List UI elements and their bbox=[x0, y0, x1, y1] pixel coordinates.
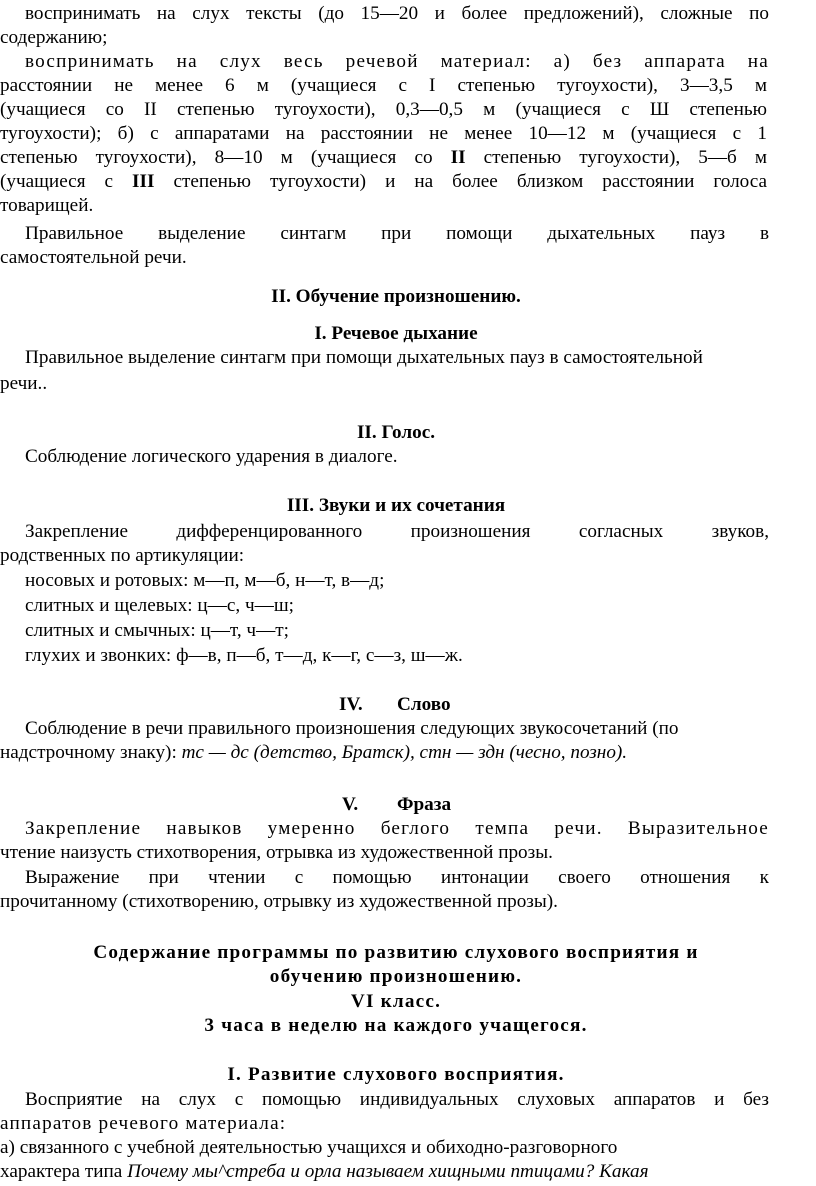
paragraph-line bbox=[0, 741, 816, 765]
paragraph-line: Соблюдение в речи правильного произношения следующих звукосочетаний (по bbox=[25, 718, 679, 739]
paragraph-line: (учащиеся со II степенью тугоухости), 0,3—0,5 м (учащиеся с Ш степенью bbox=[0, 99, 767, 120]
paragraph-line: речи.. bbox=[0, 373, 48, 394]
text-run: степенью тугоухости) и на более близком расстоянии голоса bbox=[173, 171, 768, 192]
paragraph-line: содержанию; bbox=[0, 27, 108, 48]
roman-numeral: II bbox=[450, 147, 466, 168]
roman-numeral: III bbox=[132, 171, 155, 192]
paragraph-line: Закрепление дифференцированного произношения согласных звуков, bbox=[25, 521, 769, 542]
paragraph-line: аппаратов речевого материала: bbox=[0, 1113, 287, 1134]
paragraph-line: Правильное выделение синтагм при помощи дыхательных пауз в bbox=[25, 223, 769, 244]
section-heading: Слово bbox=[397, 694, 451, 715]
paragraph-line: родственных по артикуляции: bbox=[0, 545, 245, 566]
section-number: IV. bbox=[339, 694, 363, 715]
paragraph-line: прочитанному (стихотворению, отрывку из художественной прозы). bbox=[0, 891, 558, 912]
paragraph-line: Закрепление навыков умеренно беглого темпа речи. Выразительное bbox=[25, 818, 769, 839]
section-heading: I. Речевое дыхание bbox=[314, 323, 478, 344]
text-run: степенью тугоухости), 8—10 м (учащиеся со bbox=[0, 147, 433, 168]
paragraph-line: воспринимать на слух тексты (до 15—20 и более предложений), сложные по bbox=[25, 3, 769, 24]
paragraph-line: Соблюдение логического ударения в диалоге. bbox=[25, 446, 398, 467]
text-run: степенью тугоухости), 5—б м bbox=[483, 147, 767, 168]
list-item: носовых и ротовых: м—п, м—б, н—т, в—д; bbox=[25, 570, 385, 591]
list-item: слитных и щелевых: ц—с, ч—ш; bbox=[25, 595, 294, 616]
program-title: обучению произношению. bbox=[269, 966, 523, 987]
class-label: VI класс. bbox=[350, 991, 442, 1012]
paragraph-line bbox=[0, 170, 767, 194]
section-heading: III. Звуки и их сочетания bbox=[286, 495, 506, 516]
section-heading: I. Развитие слухового восприятия. bbox=[227, 1064, 565, 1085]
paragraph-line: самостоятельной речи. bbox=[0, 247, 187, 268]
paragraph-line: товарищей. bbox=[0, 195, 94, 216]
paragraph-line: чтение наизусть стихотворения, отрывка из художественной прозы. bbox=[0, 842, 553, 863]
text-run: надстрочному знаку): bbox=[0, 742, 177, 763]
italic-text: тс — дс (детство, Братск), стн — здн (чесно, позно). bbox=[181, 742, 628, 763]
paragraph-line bbox=[0, 1160, 816, 1184]
paragraph-line: воспринимать на слух весь речевой материал: а) без аппарата на bbox=[25, 51, 769, 72]
program-title: Содержание программы по развитию слухового восприятия и bbox=[93, 942, 699, 963]
section-number: V. bbox=[342, 794, 359, 815]
section-heading: Фраза bbox=[397, 794, 452, 815]
italic-text: Почему мы^стреба и орла называем хищными птицами? Какая bbox=[127, 1161, 649, 1182]
paragraph-line: Восприятие на слух с помощью индивидуальных слуховых аппаратов и без bbox=[25, 1089, 769, 1110]
list-item: глухих и звонких: ф—в, п—б, т—д, к—г, с—з, ш—ж. bbox=[25, 645, 463, 666]
list-item: слитных и смычных: ц—т, ч—т; bbox=[25, 620, 289, 641]
paragraph-line: Выражение при чтении с помощью интонации своего отношения к bbox=[25, 867, 769, 888]
paragraph-line: расстоянии не менее 6 м (учащиеся с I степенью тугоухости), 3—3,5 м bbox=[0, 75, 767, 96]
paragraph-line: Правильное выделение синтагм при помощи дыхательных пауз в самостоятельной bbox=[25, 347, 703, 368]
section-heading: II. Голос. bbox=[356, 422, 436, 443]
section-heading: II. Обучение произношению. bbox=[271, 286, 521, 307]
text-run: характера типа bbox=[0, 1161, 123, 1182]
paragraph-line: тугоухости); б) с аппаратами на расстоянии не менее 10—12 м (учащиеся с 1 bbox=[0, 123, 767, 144]
text-run: (учащиеся с bbox=[0, 171, 114, 192]
hours-label: 3 часа в неделю на каждого учащегося. bbox=[204, 1015, 588, 1036]
paragraph-line: а) связанного с учебной деятельностью учащихся и обиходно-разговорного bbox=[0, 1137, 618, 1158]
paragraph-line bbox=[0, 146, 767, 170]
